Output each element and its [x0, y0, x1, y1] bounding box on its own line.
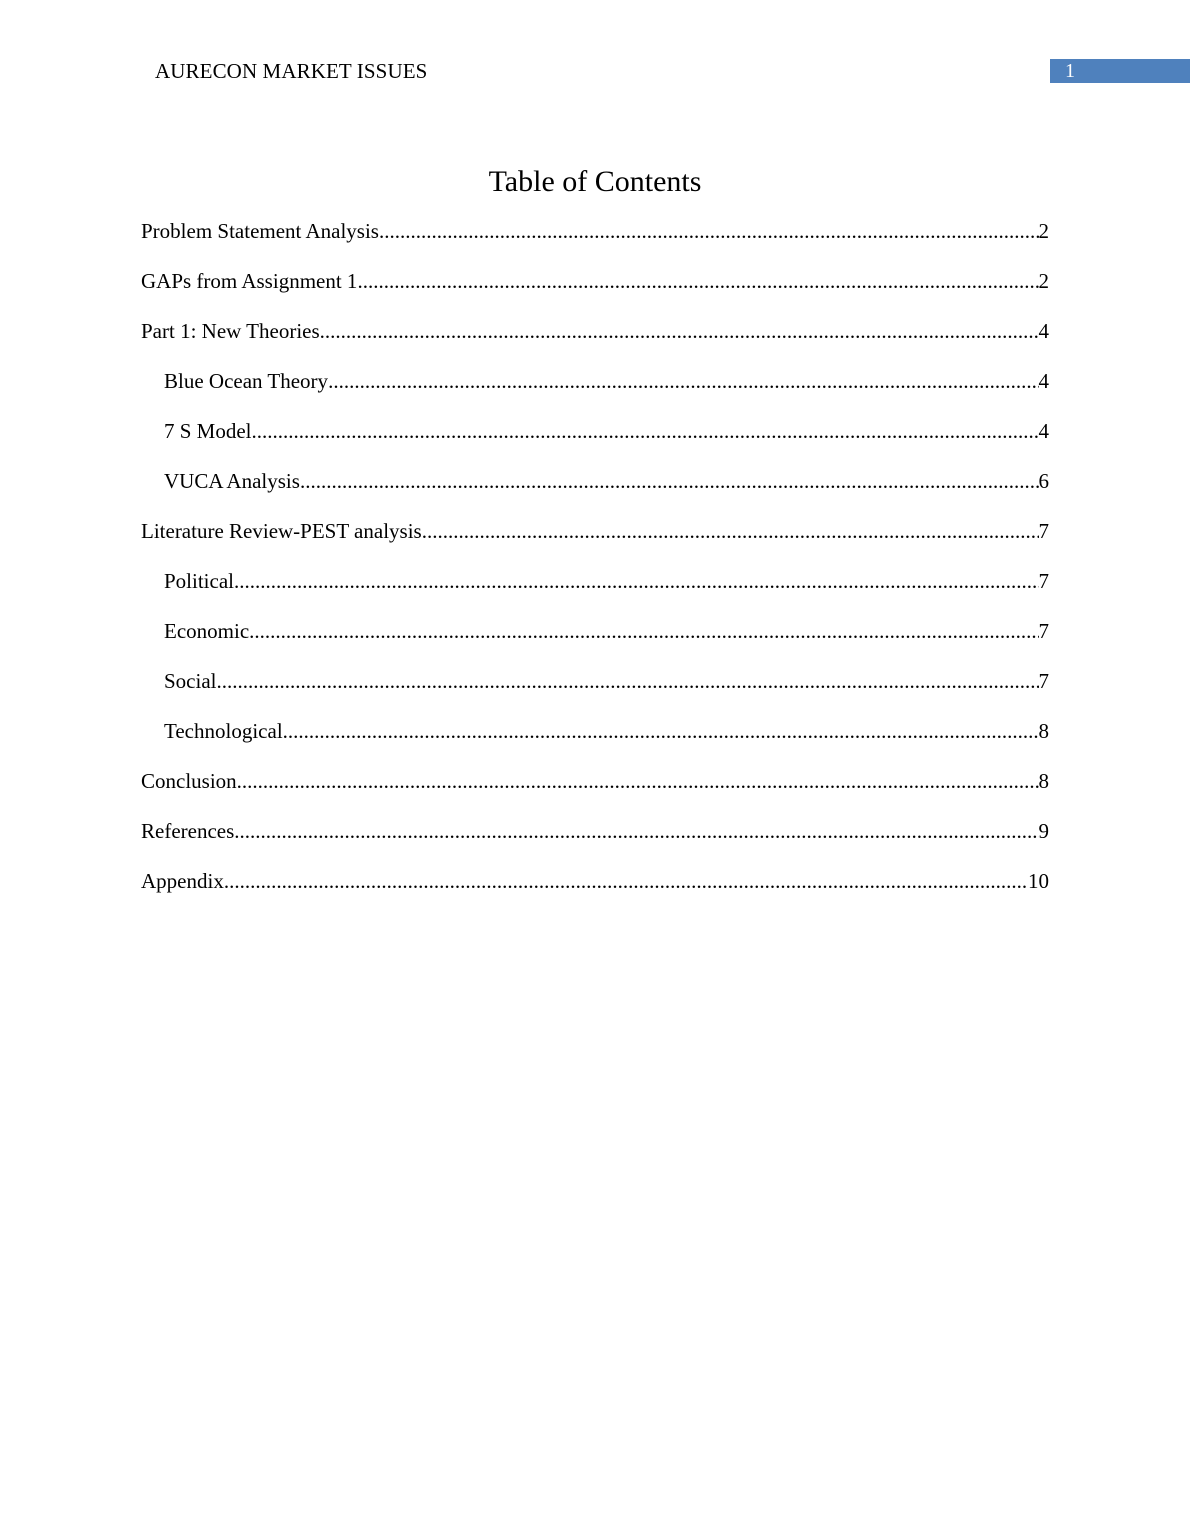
- toc-entry-label: Economic: [164, 619, 250, 643]
- toc-entry-page: 2: [1038, 219, 1049, 243]
- toc-dot-leader: [422, 517, 1039, 545]
- toc-dot-leader: [224, 867, 1028, 895]
- toc-entry-references[interactable]: [141, 817, 1049, 845]
- toc-entry-label: Social: [164, 669, 217, 693]
- toc-dot-leader: [237, 767, 1039, 795]
- toc-dot-leader: [217, 667, 1039, 695]
- toc-entry-page: 6: [1038, 469, 1049, 493]
- toc-entry-literature-review-pest-analysis[interactable]: [141, 517, 1049, 545]
- toc-dot-leader: [283, 717, 1039, 745]
- toc-entry-page: 4: [1038, 319, 1049, 343]
- toc-entry-page: 4: [1038, 419, 1049, 443]
- toc-dot-leader: [379, 217, 1039, 245]
- toc-dot-leader: [252, 417, 1039, 445]
- toc-entry-page: 8: [1038, 769, 1049, 793]
- toc-heading: Table of Contents: [488, 165, 702, 198]
- toc-entry-label: Conclusion: [141, 769, 237, 793]
- toc-entry-economic[interactable]: [164, 617, 1049, 645]
- toc-entry-page: 2: [1038, 269, 1049, 293]
- toc-entry-social[interactable]: [164, 667, 1049, 695]
- toc-entry-label: VUCA Analysis: [164, 469, 300, 493]
- toc-entry-label: Technological: [164, 719, 283, 743]
- toc-dot-leader: [300, 467, 1039, 495]
- toc-entry-blue-ocean-theory[interactable]: [164, 367, 1049, 395]
- toc-dot-leader: [357, 267, 1038, 295]
- toc-entry-page: 9: [1038, 819, 1049, 843]
- running-header-title: AURECON MARKET ISSUES: [155, 59, 428, 83]
- toc-entry-page: 7: [1038, 519, 1049, 543]
- toc-entry-vuca-analysis[interactable]: [164, 467, 1049, 495]
- toc-entry-label: Problem Statement Analysis: [141, 219, 379, 243]
- toc-entry-page: 7: [1038, 569, 1049, 593]
- toc-entry-gaps-from-assignment-1[interactable]: [141, 267, 1049, 295]
- toc-dot-leader: [320, 317, 1039, 345]
- toc-entry-technological[interactable]: [164, 717, 1049, 745]
- toc-entry-label: 7 S Model: [164, 419, 252, 443]
- toc-entry-label: Blue Ocean Theory: [164, 369, 329, 393]
- toc-entry-label: References: [141, 819, 235, 843]
- toc-entry-label: Literature Review-PEST analysis: [141, 519, 422, 543]
- toc-entry-page: 7: [1038, 619, 1049, 643]
- toc-entry-7-s-model[interactable]: [164, 417, 1049, 445]
- toc-entry-problem-statement-analysis[interactable]: [141, 217, 1049, 245]
- toc-entry-page: 10: [1028, 869, 1049, 893]
- toc-dot-leader: [328, 367, 1038, 395]
- toc-entry-part-1-new-theories[interactable]: [141, 317, 1049, 345]
- toc-dot-leader: [249, 617, 1038, 645]
- toc-entry-political[interactable]: [164, 567, 1049, 595]
- toc-entry-page: 7: [1038, 669, 1049, 693]
- toc-entry-label: GAPs from Assignment 1: [141, 269, 358, 293]
- toc-entry-appendix[interactable]: [141, 867, 1049, 895]
- toc-dot-leader: [234, 817, 1038, 845]
- page-number-badge: 1: [1050, 59, 1190, 83]
- toc-entry-page: 4: [1038, 369, 1049, 393]
- toc-dot-leader: [234, 567, 1039, 595]
- toc-entry-label: Appendix: [141, 869, 224, 893]
- toc-entry-conclusion[interactable]: [141, 767, 1049, 795]
- toc-entry-label: Part 1: New Theories: [141, 319, 320, 343]
- toc-entry-page: 8: [1038, 719, 1049, 743]
- toc-entry-label: Political: [164, 569, 234, 593]
